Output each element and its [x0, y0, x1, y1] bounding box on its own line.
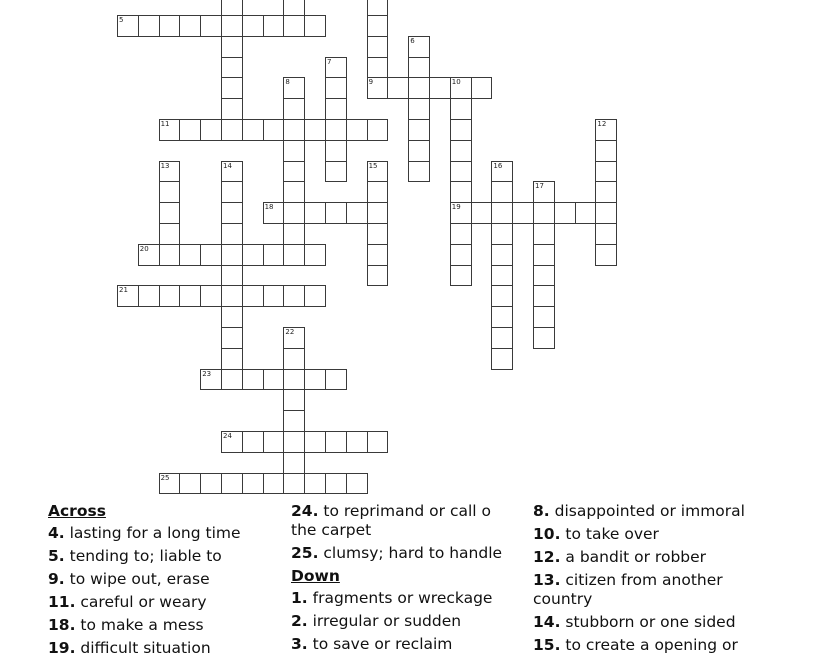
grid-cell[interactable]	[221, 473, 243, 495]
grid-cell[interactable]	[283, 202, 305, 224]
grid-cell[interactable]	[408, 57, 430, 79]
grid-cell[interactable]	[595, 202, 617, 224]
grid-cell[interactable]	[221, 202, 243, 224]
grid-cell[interactable]	[283, 327, 305, 349]
clue-item-text: fragments or wreckage	[312, 589, 493, 607]
clue-item-number: 2.	[291, 612, 308, 630]
grid-cell[interactable]	[200, 369, 222, 391]
grid-cell[interactable]	[159, 244, 181, 266]
grid-cell[interactable]	[283, 181, 305, 203]
clue-item	[533, 525, 763, 544]
clue-number: 16	[493, 161, 503, 170]
clue-item-number: 11.	[48, 593, 76, 611]
clue-number: 25	[160, 473, 170, 482]
clue-item-number: 4.	[48, 524, 65, 542]
grid-cell[interactable]	[179, 285, 201, 307]
grid-cell[interactable]	[595, 161, 617, 183]
grid-cell[interactable]	[263, 202, 285, 224]
grid-cell[interactable]	[200, 244, 222, 266]
grid-cell[interactable]	[221, 181, 243, 203]
clue-number: 7	[327, 57, 332, 66]
grid-cell[interactable]	[387, 77, 409, 99]
clue-item-number: 24.	[291, 502, 319, 520]
clue-item	[291, 502, 521, 540]
clue-number: 11	[160, 120, 170, 128]
clue-item-number: 15.	[533, 636, 561, 654]
grid-cell[interactable]	[533, 327, 555, 349]
clue-item-text: to save or reclaim	[312, 635, 453, 653]
clue-item	[48, 593, 278, 612]
grid-cell[interactable]	[325, 202, 347, 224]
clue-number: 18	[264, 203, 274, 212]
grid-cell[interactable]	[263, 244, 285, 266]
grid-cell[interactable]	[200, 473, 222, 495]
grid-cell[interactable]	[367, 223, 389, 245]
clue-item-number: 8.	[533, 502, 550, 520]
grid-cell[interactable]	[179, 244, 201, 266]
grid-cell[interactable]	[221, 327, 243, 349]
grid-cell[interactable]	[346, 473, 368, 495]
grid-cell[interactable]	[595, 181, 617, 203]
grid-cell[interactable]	[367, 15, 389, 37]
grid-cell[interactable]	[408, 161, 430, 183]
grid-cell[interactable]	[408, 77, 430, 99]
grid-cell[interactable]	[242, 119, 264, 141]
grid-cell[interactable]	[367, 431, 389, 453]
down-heading: Down	[291, 567, 340, 585]
clue-item-text: to create a opening or	[565, 636, 738, 654]
clue-item	[48, 616, 278, 635]
clue-number: 12	[597, 120, 607, 128]
grid-cell[interactable]	[221, 77, 243, 99]
grid-cell[interactable]	[159, 285, 181, 307]
grid-cell[interactable]	[367, 57, 389, 79]
grid-cell[interactable]	[533, 265, 555, 287]
grid-cell[interactable]	[221, 244, 243, 266]
clue-number: 5	[119, 16, 124, 24]
grid-cell[interactable]	[283, 285, 305, 307]
grid-cell[interactable]	[408, 98, 430, 120]
clue-item-text: careful or weary	[80, 593, 207, 611]
grid-cell[interactable]	[283, 223, 305, 245]
grid-cell[interactable]	[533, 244, 555, 266]
grid-cell[interactable]	[367, 202, 389, 224]
grid-cell[interactable]	[221, 15, 243, 37]
grid-cell[interactable]	[200, 119, 222, 141]
clue-item-number: 10.	[533, 525, 561, 543]
clue-item	[291, 635, 521, 654]
clue-item-number: 3.	[291, 635, 308, 653]
clue-column-1	[48, 502, 278, 662]
clue-column-2	[291, 502, 521, 658]
grid-cell[interactable]	[408, 119, 430, 141]
grid-cell[interactable]	[283, 473, 305, 495]
grid-cell[interactable]	[117, 285, 139, 307]
grid-cell[interactable]	[346, 431, 368, 453]
clue-item-number: 13.	[533, 571, 561, 589]
grid-cell[interactable]	[491, 306, 513, 328]
clue-item	[533, 502, 763, 521]
grid-cell[interactable]	[263, 285, 285, 307]
grid-cell[interactable]	[367, 161, 389, 183]
grid-cell[interactable]	[138, 15, 160, 37]
clue-item-text: stubborn or one sided	[565, 613, 736, 631]
grid-cell[interactable]	[450, 202, 472, 224]
grid-cell[interactable]	[242, 285, 264, 307]
grid-cell[interactable]	[304, 473, 326, 495]
clue-item-text: to reprimand or call o the carpet	[291, 502, 491, 539]
grid-cell[interactable]	[450, 223, 472, 245]
clue-item-text: difficult situation	[80, 639, 211, 657]
grid-cell[interactable]	[221, 265, 243, 287]
grid-cell[interactable]	[325, 431, 347, 453]
grid-cell[interactable]	[367, 119, 389, 141]
grid-cell[interactable]	[304, 244, 326, 266]
grid-cell[interactable]	[450, 119, 472, 141]
clue-number: 6	[410, 36, 415, 45]
grid-cell[interactable]	[367, 0, 389, 16]
grid-cell[interactable]	[179, 473, 201, 495]
grid-cell[interactable]	[450, 244, 472, 266]
grid-cell[interactable]	[200, 15, 222, 37]
grid-cell[interactable]	[346, 119, 368, 141]
grid-cell[interactable]	[221, 0, 243, 16]
clue-item	[533, 548, 763, 567]
grid-cell[interactable]	[304, 15, 326, 37]
clue-item	[533, 571, 763, 609]
grid-cell[interactable]	[283, 119, 305, 141]
grid-cell[interactable]	[367, 77, 389, 99]
grid-cell[interactable]	[450, 140, 472, 162]
grid-cell[interactable]	[491, 285, 513, 307]
grid-cell[interactable]	[159, 223, 181, 245]
grid-cell[interactable]	[304, 285, 326, 307]
clue-item-number: 1.	[291, 589, 308, 607]
clue-item-text: tending to; liable to	[69, 547, 222, 565]
clue-number: 9	[368, 78, 374, 87]
grid-cell[interactable]	[491, 265, 513, 287]
grid-cell[interactable]	[221, 369, 243, 391]
clue-item-number: 18.	[48, 616, 76, 634]
grid-cell[interactable]	[533, 285, 555, 307]
grid-cell[interactable]	[325, 140, 347, 162]
clue-item	[48, 547, 278, 566]
clue-number: 20	[139, 244, 149, 253]
clue-item	[291, 589, 521, 608]
clue-item-number: 5.	[48, 547, 65, 565]
grid-cell[interactable]	[595, 244, 617, 266]
grid-cell[interactable]	[263, 431, 285, 453]
grid-cell[interactable]	[117, 15, 139, 37]
clue-item-number: 12.	[533, 548, 561, 566]
clue-item	[291, 544, 521, 563]
grid-cell[interactable]	[179, 119, 201, 141]
clue-number: 10	[451, 78, 461, 87]
clue-item	[533, 613, 763, 632]
grid-cell[interactable]	[595, 223, 617, 245]
grid-cell[interactable]	[325, 161, 347, 183]
grid-cell[interactable]	[221, 161, 243, 183]
grid-cell[interactable]	[283, 98, 305, 120]
grid-cell[interactable]	[283, 348, 305, 370]
grid-cell[interactable]	[491, 161, 513, 183]
clue-number: 17	[535, 182, 544, 191]
grid-cell[interactable]	[221, 431, 243, 453]
grid-cell[interactable]	[283, 77, 305, 99]
grid-cell[interactable]	[221, 36, 243, 58]
grid-cell[interactable]	[512, 202, 534, 224]
grid-cell[interactable]	[242, 244, 264, 266]
grid-cell[interactable]	[491, 181, 513, 203]
grid-cell[interactable]	[575, 202, 597, 224]
clue-item-text: lasting for a long time	[69, 524, 241, 542]
grid-cell[interactable]	[283, 452, 305, 474]
grid-cell[interactable]	[283, 15, 305, 37]
grid-cell[interactable]	[325, 57, 347, 79]
clue-number: 13	[160, 161, 170, 170]
grid-cell[interactable]	[263, 15, 285, 37]
grid-cell[interactable]	[159, 119, 181, 141]
grid-cell[interactable]	[533, 181, 555, 203]
grid-cell[interactable]	[429, 77, 451, 99]
clue-item-text: to take over	[565, 525, 659, 543]
grid-cell[interactable]	[325, 77, 347, 99]
grid-cell[interactable]	[450, 98, 472, 120]
grid-cell[interactable]	[595, 119, 617, 141]
grid-cell[interactable]	[408, 36, 430, 58]
grid-cell[interactable]	[283, 369, 305, 391]
grid-cell[interactable]	[554, 202, 576, 224]
grid-cell[interactable]	[450, 181, 472, 203]
grid-cell[interactable]	[283, 244, 305, 266]
grid-cell[interactable]	[159, 161, 181, 183]
clue-item-text: to make a mess	[80, 616, 204, 634]
grid-cell[interactable]	[138, 244, 160, 266]
clue-item	[291, 612, 521, 631]
grid-cell[interactable]	[595, 140, 617, 162]
clue-number: 23	[202, 369, 212, 378]
grid-cell[interactable]	[221, 119, 243, 141]
grid-cell[interactable]	[242, 473, 264, 495]
grid-cell[interactable]	[325, 98, 347, 120]
grid-cell[interactable]	[408, 140, 430, 162]
grid-cell[interactable]	[242, 431, 264, 453]
grid-cell[interactable]	[346, 202, 368, 224]
clue-item	[48, 639, 278, 658]
grid-cell[interactable]	[263, 473, 285, 495]
clue-column-3	[533, 502, 763, 659]
clue-number: 14	[223, 161, 232, 170]
clue-item-text: irregular or sudden	[312, 612, 462, 630]
grid-cell[interactable]	[491, 348, 513, 370]
clue-item	[533, 636, 763, 655]
clue-number: 19	[451, 203, 461, 212]
grid-cell[interactable]	[283, 410, 305, 432]
grid-cell[interactable]	[533, 202, 555, 224]
grid-cell[interactable]	[533, 306, 555, 328]
clue-number: 22	[285, 328, 295, 336]
grid-cell[interactable]	[325, 369, 347, 391]
grid-cell[interactable]	[304, 431, 326, 453]
grid-cell[interactable]	[491, 244, 513, 266]
grid-cell[interactable]	[283, 431, 305, 453]
grid-cell[interactable]	[471, 77, 493, 99]
clue-item-number: 14.	[533, 613, 561, 631]
grid-cell[interactable]	[283, 161, 305, 183]
grid-cell[interactable]	[283, 140, 305, 162]
grid-cell[interactable]	[304, 202, 326, 224]
grid-cell[interactable]	[471, 202, 493, 224]
grid-cell[interactable]	[159, 181, 181, 203]
grid-cell[interactable]	[221, 285, 243, 307]
across-heading: Across	[48, 502, 106, 520]
grid-cell[interactable]	[533, 223, 555, 245]
grid-cell[interactable]	[325, 473, 347, 495]
clue-item-text: a bandit or robber	[565, 548, 707, 566]
grid-cell[interactable]	[367, 265, 389, 287]
clue-number: 21	[119, 286, 128, 295]
grid-cell[interactable]	[283, 0, 305, 16]
grid-cell[interactable]	[304, 119, 326, 141]
clue-item-text: clumsy; hard to handle	[323, 544, 503, 562]
grid-cell[interactable]	[491, 202, 513, 224]
grid-cell[interactable]	[221, 348, 243, 370]
grid-cell[interactable]	[367, 244, 389, 266]
grid-cell[interactable]	[491, 223, 513, 245]
grid-cell[interactable]	[200, 285, 222, 307]
grid-cell[interactable]	[304, 369, 326, 391]
grid-cell[interactable]	[159, 202, 181, 224]
grid-cell[interactable]	[221, 98, 243, 120]
grid-cell[interactable]	[263, 369, 285, 391]
grid-cell[interactable]	[242, 369, 264, 391]
clue-number: 8	[285, 78, 290, 87]
grid-cell[interactable]	[159, 473, 181, 495]
clue-item-number: 25.	[291, 544, 319, 562]
grid-cell[interactable]	[450, 77, 472, 99]
grid-cell[interactable]	[263, 119, 285, 141]
clue-item-text: citizen from another country	[533, 571, 723, 608]
clue-item-text: to wipe out, erase	[69, 570, 210, 588]
grid-cell[interactable]	[450, 265, 472, 287]
clue-item	[48, 524, 278, 543]
grid-cell[interactable]	[325, 119, 347, 141]
grid-cell[interactable]	[367, 181, 389, 203]
clue-item-number: 9.	[48, 570, 65, 588]
clue-item-text: disappointed or immoral	[554, 502, 745, 520]
clue-item-number: 19.	[48, 639, 76, 657]
grid-cell[interactable]	[491, 327, 513, 349]
grid-cell[interactable]	[138, 285, 160, 307]
grid-cell[interactable]	[242, 15, 264, 37]
grid-cell[interactable]	[221, 57, 243, 79]
clue-number: 15	[368, 161, 378, 170]
grid-cell[interactable]	[283, 389, 305, 411]
grid-cell[interactable]	[367, 36, 389, 58]
clue-item	[48, 570, 278, 589]
grid-cell[interactable]	[179, 15, 201, 37]
grid-cell[interactable]	[159, 15, 181, 37]
grid-cell[interactable]	[221, 306, 243, 328]
grid-cell[interactable]	[450, 161, 472, 183]
grid-cell[interactable]	[221, 223, 243, 245]
clue-number: 24	[223, 432, 232, 440]
